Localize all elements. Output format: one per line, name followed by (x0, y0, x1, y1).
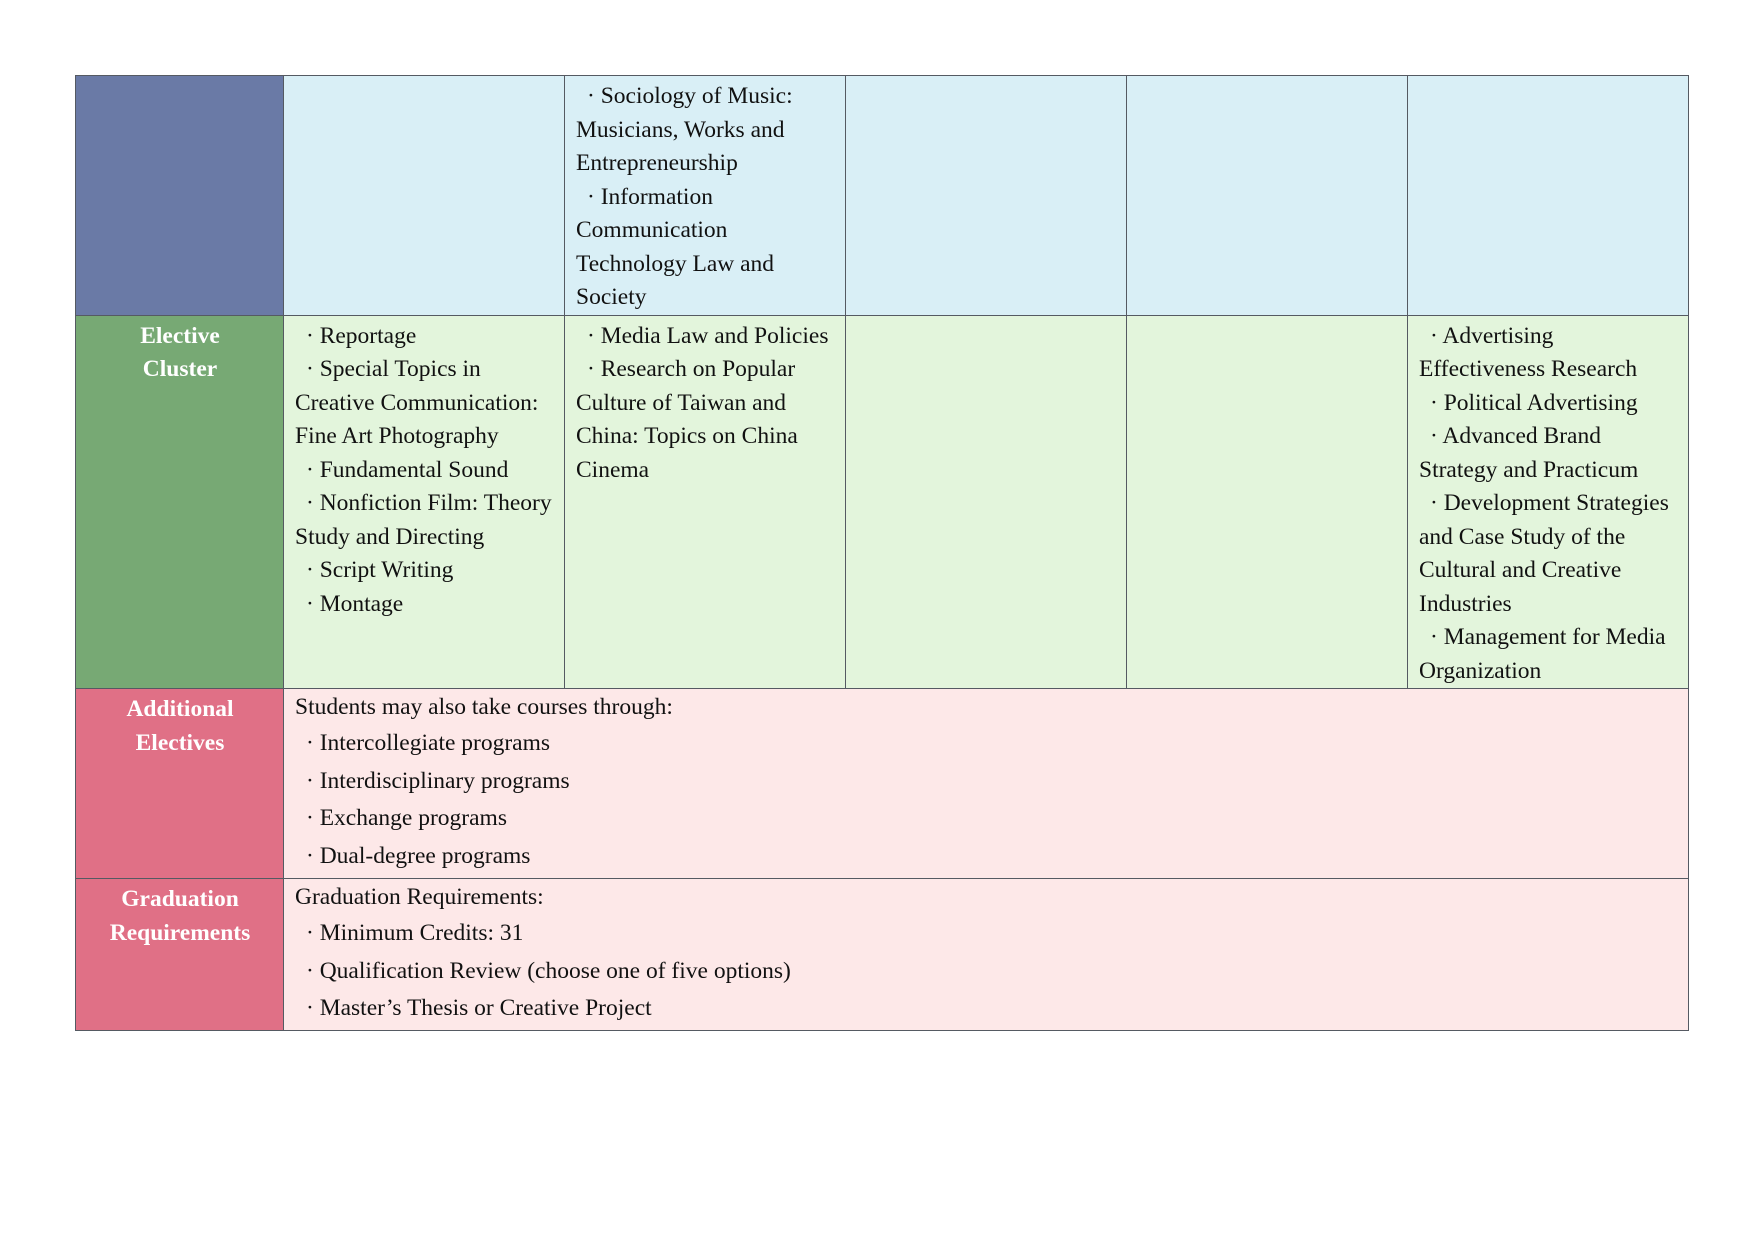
additional-list (295, 725, 1678, 875)
core-cell (1127, 76, 1408, 316)
graduation-intro: Graduation Requirements: (295, 884, 544, 910)
core-row (76, 76, 1689, 316)
elective-cell (1127, 315, 1408, 689)
course-item: · Special Topics in Creative Communication: Fine Art Photography (295, 356, 539, 449)
graduation-requirements-cell (284, 879, 1689, 1031)
course-item: · Dual-degree programs (306, 842, 531, 869)
course-item: · Minimum Credits: 31 (306, 920, 524, 946)
course-item: · Master’s Thesis or Creative Project (306, 995, 652, 1021)
core-cell (1408, 76, 1689, 316)
course-item: · Qualification Review (choose one of five options) (306, 957, 791, 984)
course-item: · Fundamental Sound (306, 456, 509, 483)
course-item: · Nonfiction Film: Theory Study and Directing (295, 490, 552, 550)
additional-electives-label (76, 689, 284, 879)
label-line: Graduation (121, 886, 239, 912)
course-item: · Interdisciplinary programs (306, 767, 570, 794)
label-line: Additional (126, 696, 234, 722)
label-line: Electives (135, 729, 225, 756)
course-item: · Development Strategies and Case Study of the Cultural and Creative Industries (1419, 490, 1669, 617)
curriculum-table (75, 75, 1689, 1031)
label-line: Elective (140, 322, 220, 349)
elective-cell (284, 315, 565, 689)
label-line: Cluster (142, 356, 218, 382)
course-item: · Reportage (306, 322, 417, 349)
course-item: · Political Advertising (1430, 389, 1638, 416)
course-item: · Media Law and Policies (587, 322, 829, 349)
elective-cell (1408, 315, 1689, 689)
label-line: Requirements (109, 919, 251, 946)
course-item: · Management for Media Organization (1419, 624, 1666, 684)
course-item: · Script Writing (306, 557, 454, 583)
course-item: · Advertising Effectiveness Research (1419, 322, 1638, 382)
elective-cluster-row (76, 315, 1689, 689)
additional-electives-cell (284, 689, 1689, 879)
course-item: · Intercollegiate programs (306, 730, 551, 756)
course-item: · Exchange programs (306, 805, 507, 831)
course-item: · Montage (306, 590, 404, 617)
additional-intro: Students may also take courses through: (295, 694, 673, 720)
additional-electives-row (76, 689, 1689, 879)
course-item: · Information Communication Technology Law and Society (576, 183, 775, 310)
course-item: · Sociology of Music: Musicians, Works and Entrepreneurship (576, 83, 793, 176)
course-item: · Advanced Brand Strategy and Practicum (1419, 423, 1639, 483)
core-cell (565, 76, 846, 316)
graduation-requirements-row (76, 879, 1689, 1031)
graduation-list (295, 915, 1678, 1028)
row-label-empty (76, 76, 284, 316)
graduation-requirements-label (76, 879, 284, 1031)
elective-cluster-label (76, 315, 284, 689)
elective-cell (846, 315, 1127, 689)
course-item: · Research on Popular Culture of Taiwan and China: Topics on China Cinema (576, 356, 798, 483)
core-cell (846, 76, 1127, 316)
elective-cell (565, 315, 846, 689)
core-cell (284, 76, 565, 316)
